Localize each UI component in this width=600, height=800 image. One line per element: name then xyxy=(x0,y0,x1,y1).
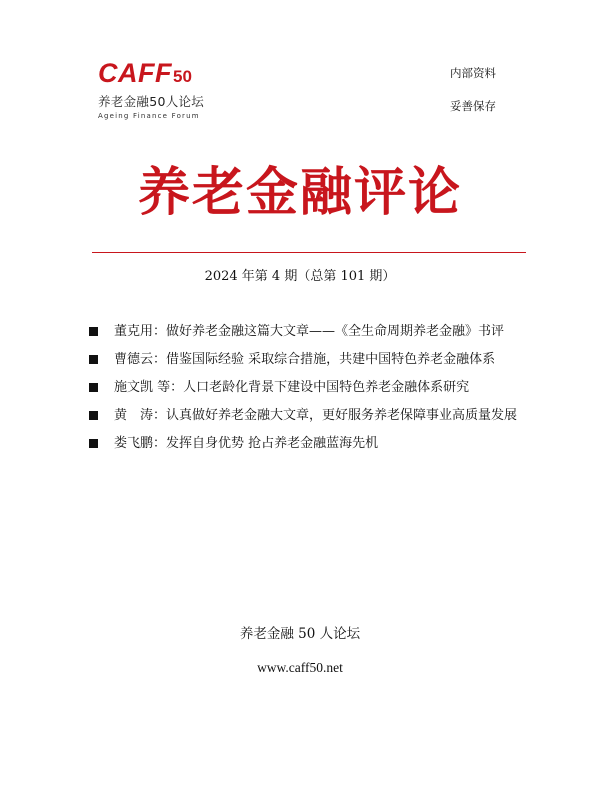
logo-chinese-name: 养老金融50人论坛 xyxy=(98,94,205,109)
forum-logo xyxy=(98,60,204,120)
footer-website-link[interactable]: www.caff50.net xyxy=(257,660,343,675)
document-notes xyxy=(450,68,496,112)
issue-number: 2024 年第 4 期（总第 101 期） xyxy=(204,269,396,284)
title-divider xyxy=(92,252,526,253)
note-internal: 内部资料 xyxy=(450,66,496,80)
article-item xyxy=(88,346,528,373)
article-item xyxy=(88,374,528,401)
square-bullet-icon xyxy=(89,355,98,364)
article-list xyxy=(88,318,528,458)
square-bullet-icon xyxy=(89,327,98,336)
logo-50-text: 50 xyxy=(172,67,192,86)
article-item xyxy=(88,318,528,345)
note-keep-safe: 妥善保存 xyxy=(450,98,496,113)
article-item xyxy=(88,430,528,457)
article-title: 曹德云：借鉴国际经验 采取综合措施，共建中国特色养老金融体系 xyxy=(114,352,496,367)
article-title: 施文凯 等：人口老龄化背景下建设中国特色养老金融体系研究 xyxy=(114,380,470,395)
logo-mark xyxy=(98,60,204,87)
article-item xyxy=(88,402,528,429)
logo-caff-text: CAFF xyxy=(98,58,172,88)
logo-english-name: Ageing Finance Forum xyxy=(98,112,200,120)
square-bullet-icon xyxy=(89,383,98,392)
article-title: 黄 涛：认真做好养老金融大文章，更好服务养老保障事业高质量发展 xyxy=(114,408,518,423)
article-title: 娄飞鹏：发挥自身优势 抢占养老金融蓝海先机 xyxy=(114,436,379,451)
article-title: 董克用：做好养老金融这篇大文章——《全生命周期养老金融》书评 xyxy=(114,324,505,339)
publication-title: 养老金融评论 xyxy=(137,162,462,223)
square-bullet-icon xyxy=(89,439,98,448)
square-bullet-icon xyxy=(89,411,98,420)
footer-forum-name: 养老金融 50 人论坛 xyxy=(239,626,361,642)
